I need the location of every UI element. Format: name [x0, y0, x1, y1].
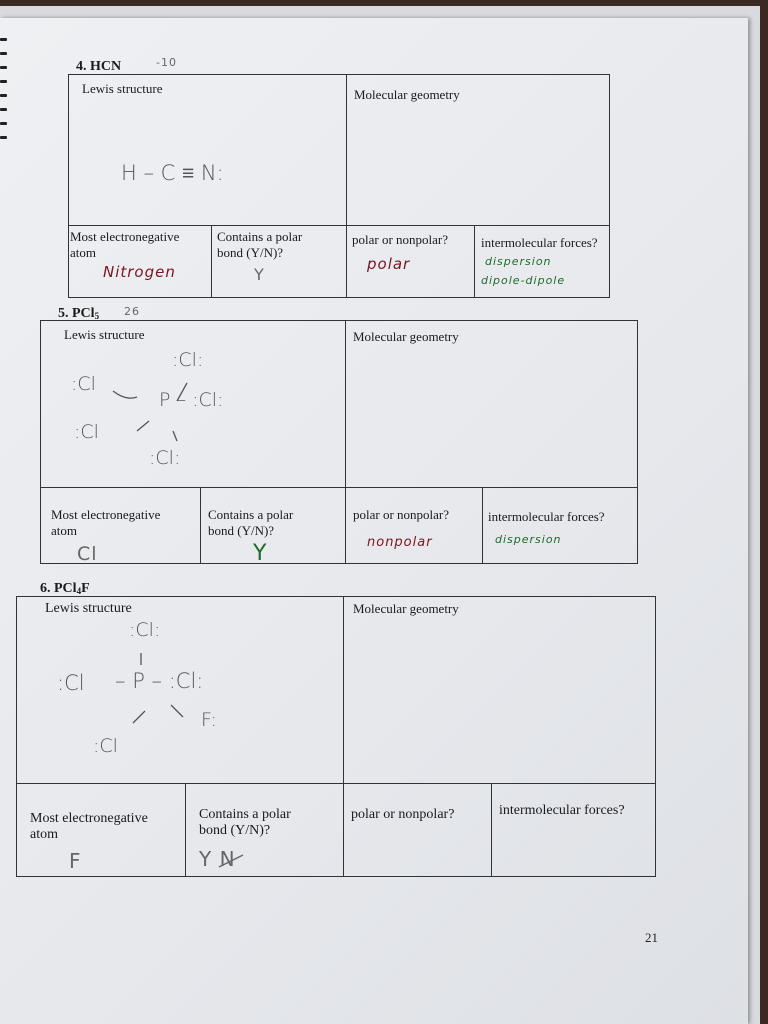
- polarity-label: polar or nonpolar?: [352, 232, 449, 247]
- divider: [345, 321, 346, 487]
- question-4-table: [68, 74, 610, 298]
- polarity-answer: polar: [367, 255, 411, 273]
- question-5-score-note: 26: [124, 305, 140, 318]
- electronegative-label: Most electronegative atom: [30, 811, 148, 842]
- divider: [211, 225, 212, 297]
- lewis-center-atom: – P – :Cl:: [115, 669, 204, 693]
- polar-bond-label: Contains a polar bond (Y/N)?: [217, 229, 303, 260]
- lewis-structure-label: Lewis structure: [82, 81, 163, 96]
- imf-label: intermolecular forces?: [499, 803, 625, 818]
- divider: [345, 487, 346, 563]
- divider: [41, 487, 637, 488]
- divider: [474, 225, 475, 297]
- polar-bond-answer: Y: [254, 265, 265, 284]
- electronegative-label: Most electronegative atom: [70, 229, 180, 260]
- question-5-heading: 5. PCl$_5$: [58, 306, 100, 321]
- divider: [491, 783, 492, 876]
- lewis-structure-label: Lewis structure: [64, 327, 145, 342]
- divider: [482, 487, 483, 563]
- question-4-heading: 4. HCN: [76, 59, 122, 74]
- polar-bond-answer: Y: [253, 541, 268, 566]
- crossed-out-mark: [217, 849, 245, 871]
- polarity-label: polar or nonpolar?: [353, 507, 450, 522]
- lewis-atom: :Cl: [71, 373, 96, 395]
- polar-bond-label: Contains a polar bond (Y/N)?: [199, 807, 291, 838]
- worksheet-page: [0, 18, 748, 1024]
- electronegative-answer: Cl: [77, 543, 98, 565]
- page-number: 21: [645, 930, 658, 945]
- question-6-table: [16, 596, 656, 877]
- divider: [343, 597, 344, 783]
- lewis-atom: F:: [201, 709, 217, 731]
- question-4-score-note: -10: [156, 56, 177, 69]
- electronegative-answer: Nitrogen: [103, 263, 176, 281]
- imf-label: intermolecular forces?: [481, 235, 598, 250]
- lewis-bond-lines: [17, 597, 337, 783]
- lewis-atom: :Cl: [93, 735, 118, 757]
- polarity-label: polar or nonpolar?: [351, 807, 455, 822]
- molecular-geometry-label: Molecular geometry: [354, 87, 460, 102]
- lewis-atom: :Cl:: [129, 619, 161, 641]
- divider: [17, 783, 655, 784]
- polarity-answer: nonpolar: [367, 535, 433, 550]
- polar-bond-label: Contains a polar bond (Y/N)?: [208, 507, 294, 538]
- lewis-atom: :Cl:: [149, 447, 181, 469]
- polar-bond-answer: Y N: [199, 847, 236, 871]
- divider: [185, 783, 186, 876]
- divider: [346, 75, 347, 225]
- question-5-table: [40, 320, 638, 564]
- question-6-heading: 6. PCl$_4$F: [40, 581, 90, 596]
- divider: [346, 225, 347, 297]
- imf-label: intermolecular forces?: [488, 509, 605, 524]
- imf-answer-1: dispersion: [485, 255, 552, 268]
- imf-answer-1: dispersion: [495, 533, 562, 546]
- lewis-structure-label: Lewis structure: [45, 601, 132, 616]
- lewis-atom: :Cl: [57, 671, 85, 695]
- electronegative-answer: F: [69, 849, 82, 873]
- molecular-geometry-label: Molecular geometry: [353, 329, 459, 344]
- lewis-center-atom: P – :Cl:: [159, 389, 224, 411]
- lewis-atom: :Cl: [74, 421, 99, 443]
- divider: [200, 487, 201, 563]
- molecular-geometry-label: Molecular geometry: [353, 601, 459, 616]
- lewis-bond-lines: [41, 321, 341, 487]
- spiral-binding: [0, 38, 8, 148]
- divider: [69, 225, 609, 226]
- electronegative-label: Most electronegative atom: [51, 507, 161, 538]
- divider: [343, 783, 344, 876]
- hcn-lewis-structure: H – C ≡ N:: [121, 161, 224, 185]
- imf-answer-2: dipole-dipole: [481, 274, 566, 287]
- lewis-atom: :Cl:: [172, 349, 204, 371]
